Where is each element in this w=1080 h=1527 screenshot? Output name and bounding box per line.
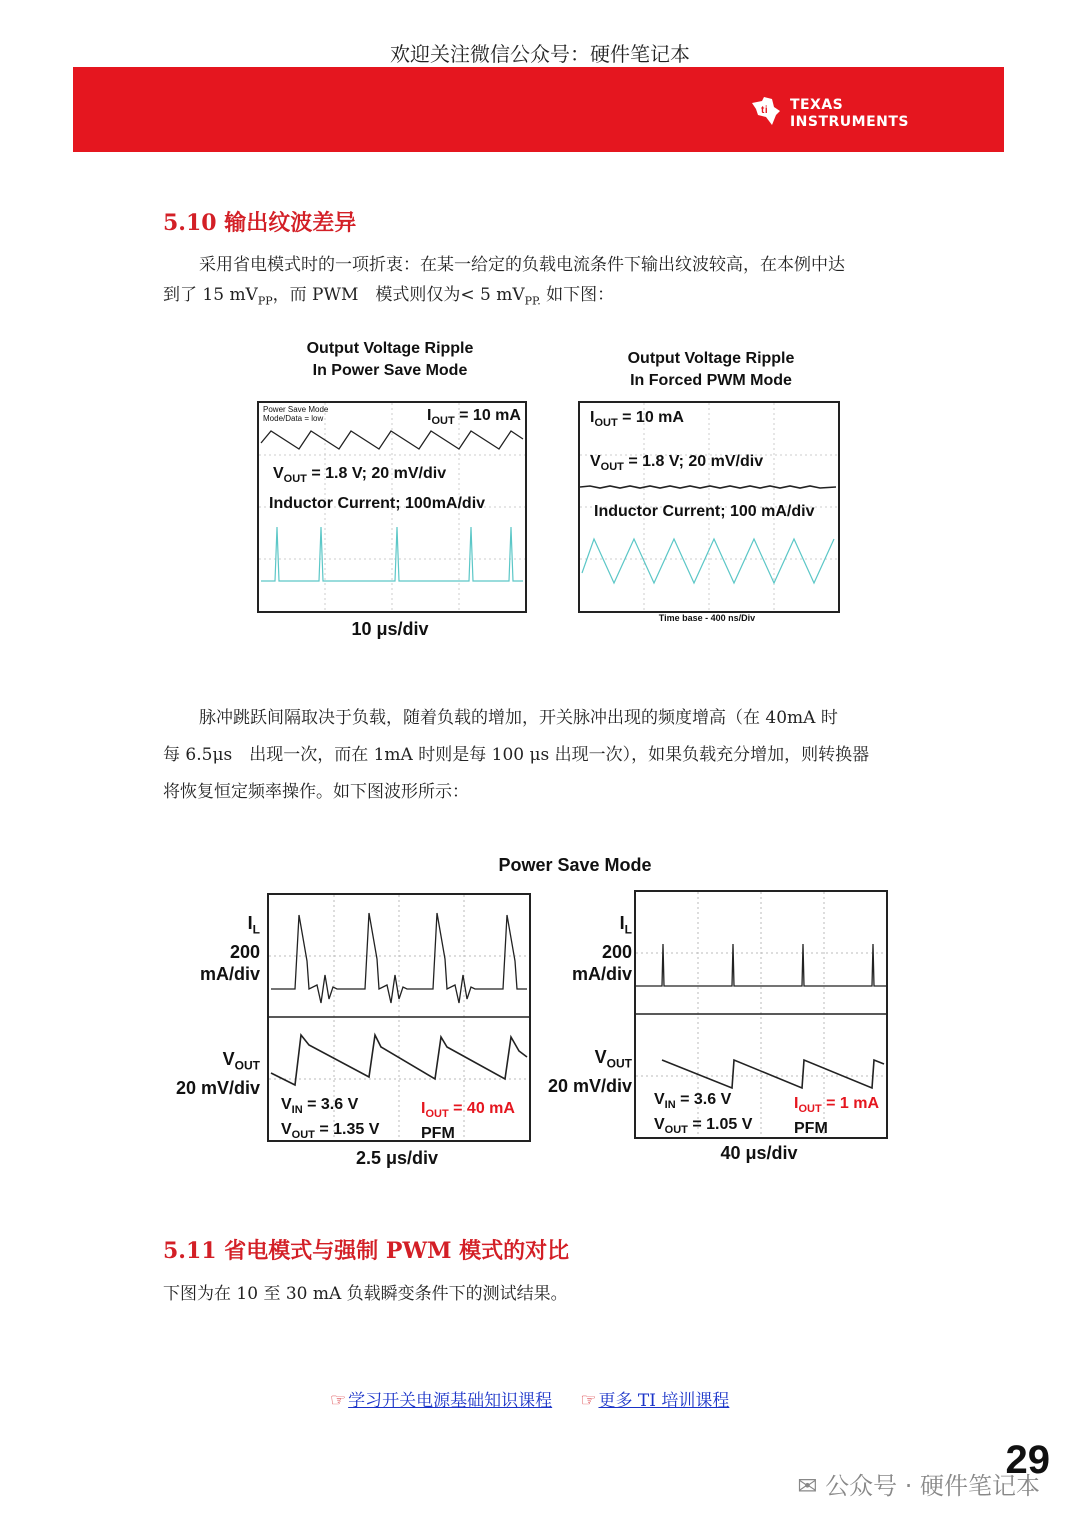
- oscilloscope-screen-pfm-40ma: [267, 893, 531, 1142]
- iout-label: [427, 407, 521, 427]
- label-sub: IN: [664, 1099, 676, 1112]
- label-sub: OUT: [600, 461, 624, 474]
- pointing-hand-icon: ☞: [330, 1390, 347, 1411]
- label-sub: OUT: [594, 417, 618, 430]
- label-text: I: [590, 409, 595, 426]
- para-text: 如下图：: [540, 285, 615, 305]
- oscilloscope-screen-pfm-1ma: [634, 890, 888, 1139]
- figure-title-line: Output Voltage Ripple: [627, 350, 795, 367]
- pointing-hand-icon: ☞: [580, 1390, 597, 1411]
- svg-text:ti: ti: [760, 105, 769, 116]
- section-heading-5-10: 5.10 输出纹波差异: [163, 210, 357, 236]
- label-text: 200 mA/div: [199, 941, 260, 984]
- label-sub: OUT: [798, 1103, 822, 1116]
- top-note: 欢迎关注微信公众号：硬件笔记本: [390, 42, 690, 66]
- figure-title-line: In Forced PWM Mode: [630, 372, 792, 389]
- label-sub: OUT: [606, 1056, 632, 1071]
- label-text: V: [222, 1049, 235, 1069]
- label-text: I: [421, 1100, 426, 1117]
- il-scale-label-right: [540, 912, 632, 985]
- para-line: [163, 280, 923, 316]
- label-text: 20 mV/div: [547, 1075, 632, 1096]
- inductor-label: Inductor Current; 100 mA/div: [594, 503, 815, 520]
- timebase-label: 10 μs/div: [351, 619, 429, 639]
- ti-logo-line1: TEXAS: [789, 97, 844, 113]
- link-more-ti-courses[interactable]: 更多 TI 培训课程: [598, 1391, 730, 1411]
- body-paragraph: [163, 700, 933, 811]
- label-text: I: [427, 407, 432, 424]
- para-line: 每 6.5μs 出现一次，而在 1mA 时则是每 100 μs 出现一次），如果负载充分增加，则转换器: [163, 745, 870, 765]
- ti-logo-line2: INSTRUMENTS: [789, 114, 909, 130]
- link-switching-course[interactable]: 学习开关电源基础知识课程: [348, 1391, 553, 1411]
- vout-scale-label-left: [168, 1048, 260, 1099]
- label-text: = 40 mA: [448, 1100, 515, 1117]
- scope-small-line: Mode/Data = low: [263, 414, 324, 423]
- label-text: = 1.8 V; 20 mV/div: [623, 453, 764, 470]
- ripple-figure-left: [245, 335, 535, 645]
- figure-title: [566, 348, 856, 392]
- figure2-title: Power Save Mode: [498, 855, 652, 875]
- course-links: [330, 1386, 729, 1411]
- timebase-label: 2.5 μs/div: [355, 1148, 439, 1168]
- para-line: 将恢复恒定频率操作。如下图波形所示：: [163, 782, 469, 802]
- label-text: I: [794, 1095, 799, 1112]
- label-text: = 1.35 V: [314, 1121, 380, 1139]
- label-sub: OUT: [664, 1124, 688, 1137]
- ti-logo: [760, 97, 909, 131]
- para-sub: PP.: [524, 294, 541, 308]
- label-text: = 3.6 V: [302, 1096, 359, 1113]
- label-text: V: [590, 453, 601, 470]
- label-text: = 10 mA: [617, 409, 684, 426]
- scope-small-label: [263, 405, 328, 423]
- watermark: [797, 1466, 1040, 1501]
- section-paragraph: [163, 250, 923, 316]
- watermark-text: 公众号 · 硬件笔记本: [825, 1472, 1040, 1500]
- vout-label: [273, 465, 446, 485]
- label-text: = 1.8 V; 20 mV/div: [306, 465, 447, 482]
- label-sub: IN: [291, 1104, 303, 1117]
- figure-title-line: Output Voltage Ripple: [306, 340, 474, 357]
- timebase-label: 40 μs/div: [720, 1143, 798, 1163]
- iout-label: [794, 1094, 879, 1139]
- label-sub: OUT: [234, 1058, 260, 1073]
- oscilloscope-screen: [578, 401, 840, 613]
- label-text: = 10 mA: [454, 407, 521, 424]
- label-text: = 3.6 V: [675, 1091, 732, 1108]
- label-sub: L: [252, 922, 260, 937]
- wechat-icon: ✉: [797, 1472, 818, 1500]
- section-paragraph: 下图为在 10 至 30 mA 负载瞬变条件下的测试结果。: [163, 1284, 568, 1304]
- label-sub: L: [624, 922, 632, 937]
- label-text: = 1.05 V: [687, 1116, 753, 1134]
- label-text: I: [247, 913, 253, 933]
- para-line: 脉冲跳跃间隔取决于负载，随着负载的增加，开关脉冲出现的频度增高（在 40mA 时: [199, 708, 838, 728]
- oscilloscope-screen: [257, 401, 527, 613]
- label-text: = 1 mA: [821, 1095, 880, 1112]
- figure-title: [245, 338, 535, 382]
- label-text: V: [273, 465, 284, 482]
- scope-small-line: Power Save Mode: [263, 405, 329, 414]
- vin-vout-label: $V_{IN} = 3.6$ V $V_{OUT} = 1.05$ V: [654, 1091, 753, 1137]
- para-text: ，而 PWM 模式则仅为< 5 mV: [272, 285, 525, 305]
- label-sub: OUT: [291, 1129, 315, 1142]
- page-number: 29: [1005, 1438, 1050, 1482]
- label-sub: OUT: [283, 473, 307, 486]
- figure-title-line: In Power Save Mode: [312, 362, 468, 379]
- label-sub: OUT: [425, 1108, 449, 1121]
- vout-label: [590, 453, 763, 473]
- label-text: 200 mA/div: [571, 941, 632, 984]
- label-text: V: [594, 1047, 607, 1067]
- para-line: 采用省电模式时的一项折衷：在某一给定的负载电流条件下输出纹波较高，在本例中达: [199, 255, 845, 275]
- mode-label: PFM: [794, 1120, 828, 1138]
- para-text: 到了 15 mV: [163, 285, 258, 305]
- label-text: 20 mV/div: [175, 1077, 260, 1098]
- ti-state-icon: [748, 93, 784, 129]
- para-sub: PP: [257, 294, 273, 308]
- label-sub: OUT: [431, 415, 455, 428]
- il-scale-label-left: [168, 912, 260, 985]
- mode-label: PFM: [421, 1125, 455, 1143]
- timebase-label: Time base - 400 ns/Div: [658, 613, 756, 623]
- header-banner: [73, 67, 1004, 152]
- label-text: I: [619, 913, 625, 933]
- vin-vout-label: $V_{IN} = 3.6$ V $V_{OUT} = 1.35$ V: [281, 1096, 380, 1142]
- vout-scale-label-right: [540, 1046, 632, 1097]
- iout-label: [421, 1099, 515, 1144]
- section-heading-5-11: 5.11 省电模式与强制 PWM 模式的对比: [163, 1238, 570, 1264]
- ripple-figure-right: [566, 335, 851, 645]
- inductor-label: Inductor Current; 100mA/div: [269, 495, 486, 512]
- iout-label: [590, 409, 684, 429]
